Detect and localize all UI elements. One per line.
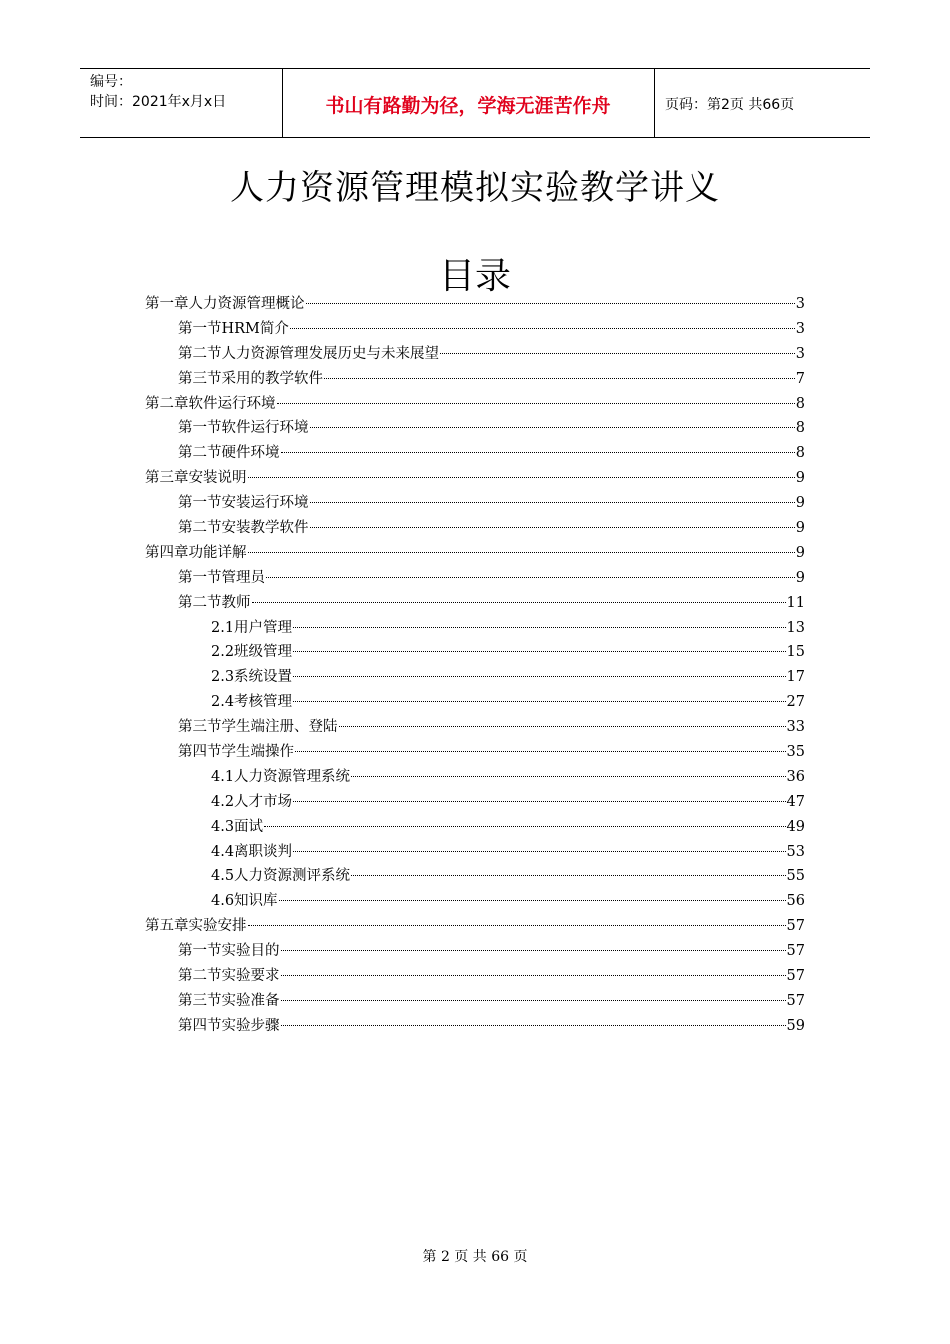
toc-dot-leader <box>264 826 785 827</box>
toc-entry-page: 57 <box>786 918 805 935</box>
toc-dot-leader <box>281 452 795 453</box>
toc-dot-leader <box>290 328 795 329</box>
toc-entry-title: 第二节教师 <box>178 594 251 611</box>
toc-entry-page: 13 <box>786 619 805 636</box>
toc-entry-page: 3 <box>795 345 805 362</box>
toc-entry[interactable] <box>145 864 805 889</box>
toc-entry-page: 15 <box>786 644 805 661</box>
toc-entry[interactable] <box>145 989 805 1014</box>
header-meta-cell <box>80 69 283 137</box>
document-number-label: 编号： <box>90 74 132 90</box>
toc-entry[interactable] <box>145 516 805 541</box>
toc-entry-title: 4.1人力资源管理系统 <box>211 768 351 785</box>
toc-entry[interactable] <box>145 840 805 865</box>
toc-entry-title: 4.3面试 <box>211 818 264 835</box>
toc-dot-leader <box>351 776 785 777</box>
toc-entry-page: 35 <box>786 744 805 761</box>
toc-entry[interactable] <box>145 914 805 939</box>
toc-entry-page: 33 <box>786 719 805 736</box>
toc-entry-page: 11 <box>786 594 805 611</box>
toc-entry-title: 第二章软件运行环境 <box>145 395 276 412</box>
toc-entry-title: 第三节采用的教学软件 <box>178 370 323 387</box>
toc-entry-title: 4.2人才市场 <box>211 793 293 810</box>
toc-entry-page: 9 <box>795 470 805 487</box>
toc-entry-title: 2.4考核管理 <box>211 694 293 711</box>
toc-entry-page: 8 <box>795 445 805 462</box>
page-header <box>80 68 870 138</box>
header-page-info: 页码：第2页 共66页 <box>665 97 795 113</box>
toc-entry[interactable] <box>145 1014 805 1039</box>
toc-entry-page: 57 <box>786 968 805 985</box>
toc-entry[interactable] <box>145 466 805 491</box>
toc-dot-leader <box>277 403 795 404</box>
toc-entry[interactable] <box>145 690 805 715</box>
toc-entry-title: 第四章功能详解 <box>145 544 247 561</box>
toc-entry-title: 第四节学生端操作 <box>178 744 294 761</box>
toc-title: 目录 <box>438 256 511 297</box>
toc-entry-title: 第三节实验准备 <box>178 992 280 1009</box>
toc-entry-page: 57 <box>786 943 805 960</box>
toc-entry-page: 55 <box>786 868 805 885</box>
toc-dot-leader <box>351 875 785 876</box>
toc-entry[interactable] <box>145 342 805 367</box>
toc-dot-leader <box>279 900 786 901</box>
toc-dot-leader <box>281 950 786 951</box>
toc-dot-leader <box>248 552 795 553</box>
toc-entry-page: 36 <box>786 768 805 785</box>
toc-dot-leader <box>440 353 795 354</box>
toc-entry[interactable] <box>145 392 805 417</box>
toc-entry-page: 47 <box>786 793 805 810</box>
toc-entry[interactable] <box>145 591 805 616</box>
toc-dot-leader <box>310 502 795 503</box>
toc-entry-page: 57 <box>786 992 805 1009</box>
toc-entry-title: 第二节实验要求 <box>178 968 280 985</box>
toc-dot-leader <box>252 602 786 603</box>
toc-entry[interactable] <box>145 317 805 342</box>
toc-dot-leader <box>293 851 785 852</box>
toc-entry[interactable] <box>145 367 805 392</box>
toc-dot-leader <box>293 627 785 628</box>
toc-entry-title: 第一节实验目的 <box>178 943 280 960</box>
toc-dot-leader <box>293 651 785 652</box>
toc-entry[interactable] <box>145 416 805 441</box>
toc-dot-leader <box>339 726 786 727</box>
toc-entry-title: 2.1用户管理 <box>211 619 293 636</box>
toc-dot-leader <box>281 1000 786 1001</box>
toc-entry-page: 7 <box>795 370 805 387</box>
toc-entry[interactable] <box>145 964 805 989</box>
toc-entry[interactable] <box>145 740 805 765</box>
toc-entry[interactable] <box>145 790 805 815</box>
toc-dot-leader <box>310 527 795 528</box>
toc-entry-page: 53 <box>786 843 805 860</box>
header-motto: 书山有路勤为径，学海无涯苦作舟 <box>325 95 611 117</box>
toc-entry[interactable] <box>145 889 805 914</box>
toc-entry-title: 4.5人力资源测评系统 <box>211 868 351 885</box>
toc-dot-leader <box>295 751 786 752</box>
toc-entry[interactable] <box>145 640 805 665</box>
toc-entry[interactable] <box>145 665 805 690</box>
toc-entry[interactable] <box>145 292 805 317</box>
toc-entry-page: 9 <box>795 569 805 586</box>
header-page-cell <box>655 69 870 137</box>
toc-entry[interactable] <box>145 765 805 790</box>
toc-entry-title: 第一章人力资源管理概论 <box>145 296 305 312</box>
toc-entry-title: 第一节管理员 <box>178 569 265 586</box>
toc-entry[interactable] <box>145 815 805 840</box>
toc-dot-leader <box>293 801 785 802</box>
toc-entry-title: 第一节安装运行环境 <box>178 495 309 512</box>
toc-entry[interactable] <box>145 491 805 516</box>
toc-entry-page: 8 <box>795 395 805 412</box>
toc-dot-leader <box>293 701 785 702</box>
toc-entry-title: 第四节实验步骤 <box>178 1017 280 1034</box>
toc-entry-title: 第一节HRM简介 <box>178 320 289 337</box>
toc-entry-title: 第三节学生端注册、登陆 <box>178 719 338 736</box>
toc-entry-page: 3 <box>795 296 805 312</box>
toc-entry-page: 59 <box>786 1017 805 1034</box>
toc-dot-leader <box>281 975 786 976</box>
toc-dot-leader <box>324 378 795 379</box>
toc-entry-title: 第一节软件运行环境 <box>178 420 309 437</box>
toc-entry-page: 56 <box>786 893 805 910</box>
toc-entry-page: 9 <box>795 520 805 537</box>
toc-entry-title: 第五章实验安排 <box>145 918 247 935</box>
toc-entry-page: 9 <box>795 544 805 561</box>
toc-entry-page: 17 <box>786 669 805 686</box>
toc-entry-title: 4.4离职谈判 <box>211 843 293 860</box>
toc-entry-page: 27 <box>786 694 805 711</box>
toc-dot-leader <box>281 1025 786 1026</box>
page-footer: 第 2 页 共 66 页 <box>422 1249 528 1265</box>
toc-entry-page: 9 <box>795 495 805 512</box>
toc-dot-leader <box>248 925 786 926</box>
toc-entry[interactable] <box>145 939 805 964</box>
toc-entry-title: 第二节人力资源管理发展历史与未来展望 <box>178 345 439 362</box>
toc-entry-title: 第二节安装教学软件 <box>178 520 309 537</box>
header-motto-cell <box>282 69 655 137</box>
toc-dot-leader <box>293 676 785 677</box>
toc-entry-page: 49 <box>786 818 805 835</box>
toc-entry-title: 2.2班级管理 <box>211 644 293 661</box>
document-time-label: 时间：2021年x月x日 <box>90 94 227 110</box>
toc-entry[interactable] <box>145 715 805 740</box>
toc-entry-page: 3 <box>795 320 805 337</box>
toc-entry-title: 4.6知识库 <box>211 893 278 910</box>
toc-dot-leader <box>306 303 795 304</box>
toc-entry-title: 第二节硬件环境 <box>178 445 280 462</box>
toc-entry[interactable] <box>145 616 805 641</box>
toc-entry[interactable] <box>145 566 805 591</box>
toc-dot-leader <box>266 577 795 578</box>
toc-dot-leader <box>248 477 795 478</box>
document-title: 人力资源管理模拟实验教学讲义 <box>230 168 720 208</box>
toc-entry-title: 2.3系统设置 <box>211 669 293 686</box>
toc-entry-title: 第三章安装说明 <box>145 470 247 487</box>
toc-entry-page: 8 <box>795 420 805 437</box>
toc-dot-leader <box>310 427 795 428</box>
toc-entry[interactable] <box>145 541 805 566</box>
table-of-contents <box>145 292 805 1039</box>
toc-entry[interactable] <box>145 441 805 466</box>
